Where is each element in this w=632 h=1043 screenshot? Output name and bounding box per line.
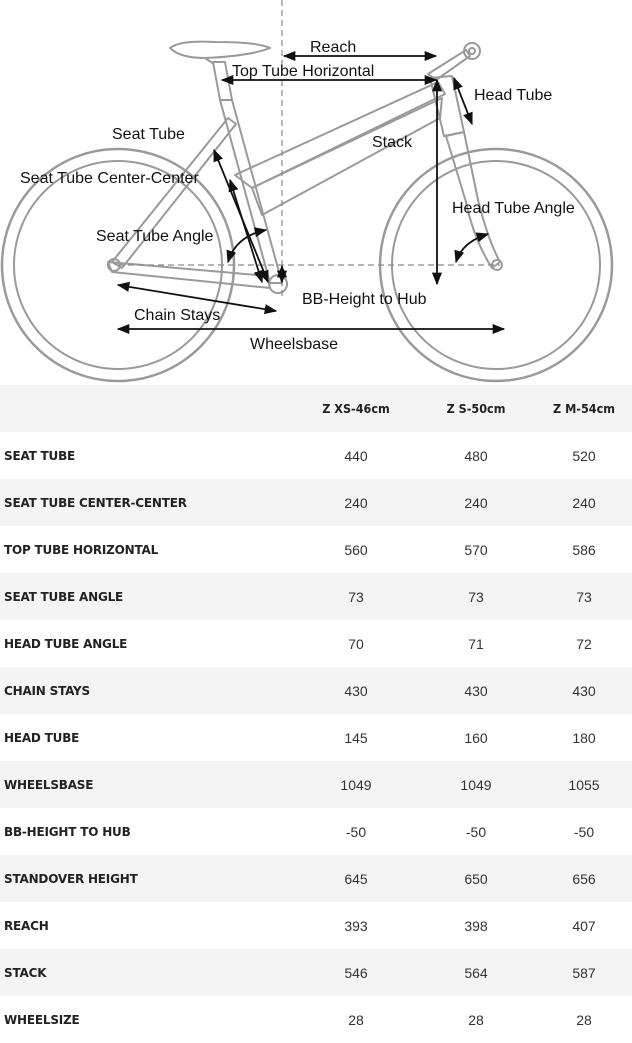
table-row xyxy=(0,761,632,808)
label-top-tube-horizontal: Top Tube Horizontal xyxy=(232,63,375,80)
cell-value: 587 xyxy=(572,964,596,981)
cell-value: 1055 xyxy=(568,776,600,793)
cell-value: 70 xyxy=(348,635,364,652)
row-label: STACK xyxy=(4,965,47,980)
header-label xyxy=(0,385,296,432)
label-head-tube: Head Tube xyxy=(474,87,553,104)
cell-value: 398 xyxy=(464,917,488,934)
geometry-diagram xyxy=(0,0,632,385)
cell-value: 240 xyxy=(344,494,368,511)
cell-value: 440 xyxy=(344,447,368,464)
row-label: REACH xyxy=(4,918,49,933)
cell-value: 650 xyxy=(464,870,488,887)
row-label: STANDOVER HEIGHT xyxy=(4,871,138,886)
cell-value: 393 xyxy=(344,917,368,934)
measurement-arrows xyxy=(118,56,504,329)
cell-value: 180 xyxy=(572,729,596,746)
label-stack: Stack xyxy=(372,134,413,151)
cell-value: 480 xyxy=(464,447,488,464)
label-wheelsbase: Wheelsbase xyxy=(250,336,339,353)
label-reach: Reach xyxy=(310,39,357,56)
cell-value: 586 xyxy=(572,541,596,558)
header-size-m: Z M-54cm xyxy=(553,401,615,416)
label-seat-tube: Seat Tube xyxy=(112,126,185,143)
bike-geometry-svg xyxy=(0,0,632,385)
cell-value: 430 xyxy=(464,682,488,699)
cell-value: 1049 xyxy=(460,776,492,793)
geometry-table xyxy=(0,385,632,1043)
row-label: HEAD TUBE ANGLE xyxy=(4,636,128,651)
row-label: WHEELSIZE xyxy=(4,1012,80,1027)
row-label: SEAT TUBE CENTER-CENTER xyxy=(4,495,187,510)
table-row xyxy=(0,620,632,667)
cell-value: 72 xyxy=(576,635,592,652)
table-row xyxy=(0,902,632,949)
cell-value: -50 xyxy=(465,823,487,840)
cell-value: -50 xyxy=(573,823,595,840)
table-row xyxy=(0,808,632,855)
label-chain-stays: Chain Stays xyxy=(134,307,221,324)
table-row xyxy=(0,573,632,620)
cell-value: 28 xyxy=(576,1011,592,1028)
table-body xyxy=(0,432,632,1043)
cell-value: 28 xyxy=(348,1011,364,1028)
cell-value: 145 xyxy=(344,729,368,746)
cell-value: 240 xyxy=(572,494,596,511)
cell-value: 1049 xyxy=(340,776,372,793)
cell-value: 645 xyxy=(344,870,368,887)
table-row xyxy=(0,667,632,714)
cell-value: -50 xyxy=(345,823,367,840)
table-row xyxy=(0,949,632,996)
head-tube-angle-arc xyxy=(456,234,488,262)
header-size-s: Z S-50cm xyxy=(446,401,506,416)
row-label: HEAD TUBE xyxy=(4,730,80,745)
cell-value: 73 xyxy=(576,588,592,605)
header-size-xs: Z XS-46cm xyxy=(322,401,390,416)
row-label: WHEELSBASE xyxy=(4,777,94,792)
cell-value: 28 xyxy=(468,1011,484,1028)
cell-value: 73 xyxy=(468,588,484,605)
row-label: BB-HEIGHT TO HUB xyxy=(4,824,131,839)
cell-value: 570 xyxy=(464,541,488,558)
table-row xyxy=(0,479,632,526)
cell-value: 520 xyxy=(572,447,596,464)
row-label: CHAIN STAYS xyxy=(4,683,90,698)
cell-value: 430 xyxy=(344,682,368,699)
label-seat-tube-angle: Seat Tube Angle xyxy=(96,228,214,245)
table-row xyxy=(0,855,632,902)
row-label: SEAT TUBE ANGLE xyxy=(4,589,124,604)
cell-value: 73 xyxy=(348,588,364,605)
cell-value: 546 xyxy=(344,964,368,981)
row-label: SEAT TUBE xyxy=(4,448,76,463)
label-bb-height-to-hub: BB-Height to Hub xyxy=(302,291,427,308)
table-row xyxy=(0,432,632,479)
table-row xyxy=(0,996,632,1043)
cell-value: 160 xyxy=(464,729,488,746)
row-label: TOP TUBE HORIZONTAL xyxy=(4,542,159,557)
table-row xyxy=(0,714,632,761)
cell-value: 430 xyxy=(572,682,596,699)
table-header-row xyxy=(0,385,632,432)
cell-value: 240 xyxy=(464,494,488,511)
cell-value: 560 xyxy=(344,541,368,558)
cell-value: 656 xyxy=(572,870,596,887)
cell-value: 564 xyxy=(464,964,488,981)
cell-value: 71 xyxy=(468,635,484,652)
label-seat-tube-center-center: Seat Tube Center-Center xyxy=(20,170,199,187)
table-row xyxy=(0,526,632,573)
label-head-tube-angle: Head Tube Angle xyxy=(452,200,575,217)
cell-value: 407 xyxy=(572,917,596,934)
